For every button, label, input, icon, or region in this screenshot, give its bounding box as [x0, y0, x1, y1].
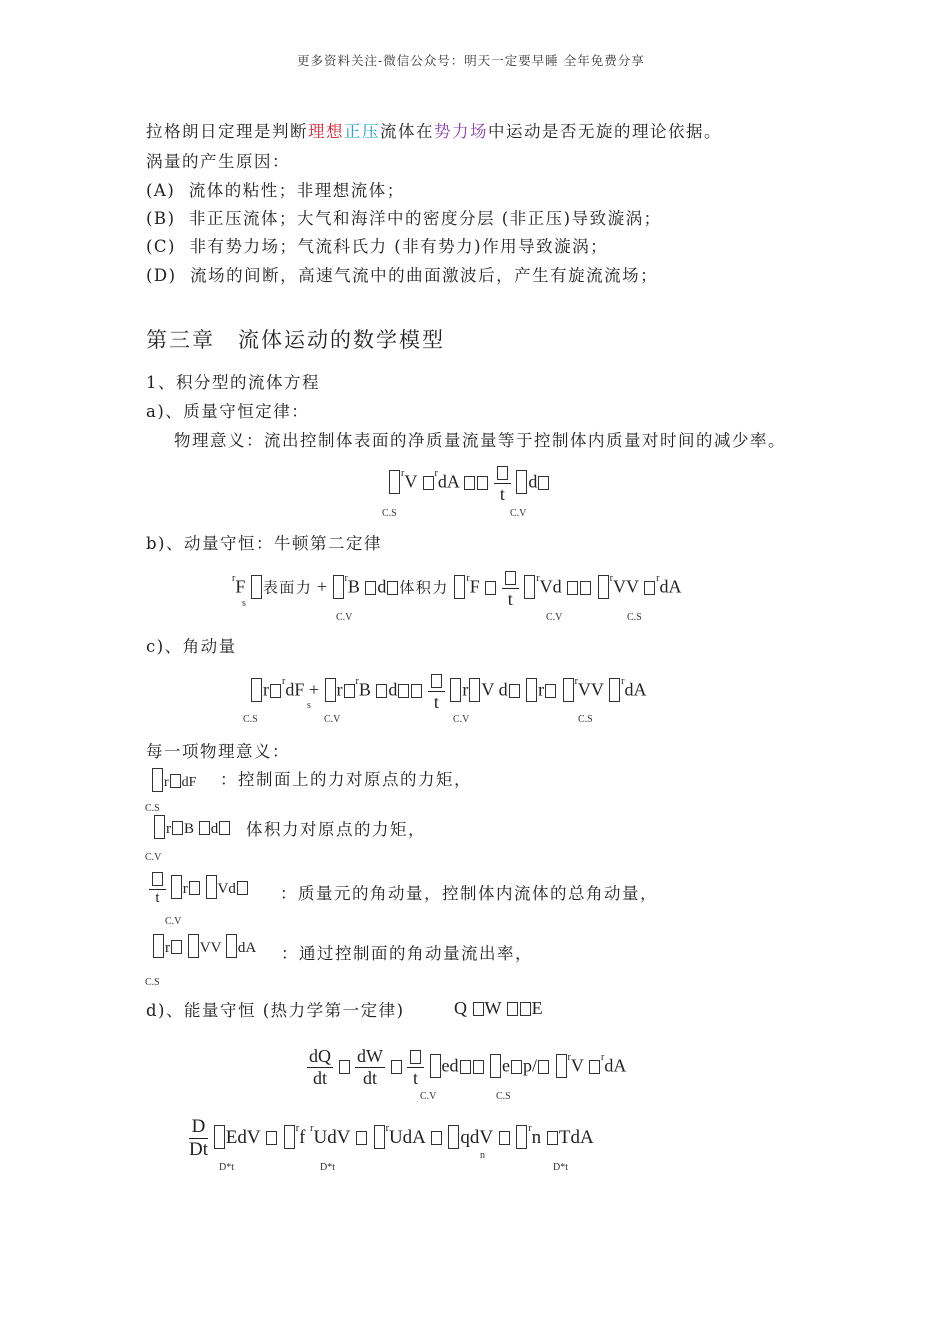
lagrange-text-post: 中运动是否无旋的理论依据。 — [488, 122, 722, 141]
page-header: 更多资料关注-微信公众号：明天一定要早睡 全年免费分享 — [297, 53, 645, 68]
term-1-meaning: ：控制面上的力对原点的力矩， — [220, 770, 472, 789]
equation-symbol: dA — [237, 940, 257, 956]
subscript-dt: D*t — [320, 1162, 335, 1173]
equation-glyph-box — [464, 476, 475, 490]
term-2-expression — [153, 815, 231, 839]
equation-glyph-box — [589, 1060, 600, 1074]
equation-glyph-box — [609, 678, 620, 702]
energy-material-equation — [189, 1116, 594, 1161]
equation-glyph-box — [226, 934, 237, 958]
section-c-title: c)、角动量 — [146, 637, 237, 656]
equation-symbol: dt — [312, 1068, 327, 1088]
subscript-cv: C.V — [546, 612, 563, 623]
subscript-cs: C.S — [578, 714, 593, 725]
equation-glyph-box — [556, 1054, 567, 1078]
equation-symbol: + — [308, 679, 320, 700]
equation-symbol: W — [484, 998, 502, 1018]
section-a-meaning: 物理意义：流出控制体表面的净质量流量等于控制体内质量对时间的减少率。 — [174, 431, 786, 450]
equation-symbol: TdA — [558, 1126, 594, 1148]
vector-mark: r — [601, 1051, 605, 1063]
cause-tag: (C) — [146, 237, 176, 256]
equation-glyph-box — [153, 934, 164, 958]
term-2-meaning: 体积力对原点的力矩， — [246, 820, 426, 839]
equation-glyph-box — [497, 466, 508, 480]
equation-glyph-box — [266, 1131, 277, 1145]
equation-symbol: E — [531, 998, 543, 1018]
equation-glyph-box — [485, 581, 496, 595]
equation-glyph-box — [499, 1131, 510, 1145]
equation-symbol: e — [502, 1055, 510, 1076]
cause-text: 非正压流体；大气和海洋中的密度分层 (非正压)导致漩涡； — [189, 209, 662, 228]
subscript-dt: D*t — [219, 1162, 234, 1173]
equation-glyph-box — [473, 1060, 484, 1074]
equation-glyph-box — [344, 684, 355, 698]
equation-glyph-box — [172, 821, 183, 835]
equation-glyph-box — [391, 1060, 402, 1074]
equation-glyph-box — [524, 575, 535, 599]
subscript-cv: C.V — [336, 612, 353, 623]
equation-symbol: UdV — [313, 1126, 351, 1148]
equation-symbol: V — [570, 1055, 584, 1076]
vector-mark: r — [466, 572, 470, 584]
equation-fraction — [189, 1116, 208, 1161]
highlight-potential-field: 势力场 — [434, 122, 488, 141]
equation-glyph-box — [538, 476, 549, 490]
label-surface-force: 表面力 — [262, 580, 313, 597]
equation-glyph-box — [188, 934, 199, 958]
equation-glyph-box — [644, 581, 655, 595]
subscript-cs: C.S — [382, 508, 397, 519]
vector-mark: r — [621, 675, 625, 687]
equation-glyph-box — [563, 678, 574, 702]
subscript-cs: C.S — [243, 714, 258, 725]
cause-tag: (A) — [146, 181, 176, 200]
equation-glyph-box — [567, 581, 578, 595]
equation-symbol: p — [523, 1055, 532, 1076]
subscript-cs: C.S — [496, 1091, 511, 1102]
equation-symbol: dA — [437, 471, 459, 492]
equation-glyph-box — [507, 1002, 518, 1016]
term-3-expression — [149, 872, 249, 907]
vector-mark: r — [232, 572, 236, 584]
subscript-cv: C.V — [510, 508, 527, 519]
subscript-cv: C.V — [420, 1091, 437, 1102]
vector-mark: r — [344, 572, 348, 584]
equation-glyph-box — [580, 581, 591, 595]
equation-symbol: d — [210, 821, 219, 837]
lagrange-text-pre: 拉格朗日定理是判断 — [146, 122, 308, 141]
equation-glyph-box — [398, 684, 409, 698]
equation-symbol: dt — [362, 1068, 377, 1088]
term-4-expression — [152, 934, 256, 958]
cause-item-d — [146, 262, 658, 286]
equation-symbol: d — [388, 679, 398, 700]
equation-glyph-box — [251, 575, 262, 599]
equation-glyph-box — [431, 674, 442, 688]
equation-glyph-box — [374, 1125, 385, 1149]
equation-glyph-box — [431, 1131, 442, 1145]
equation-symbol: qdV — [460, 1126, 493, 1148]
equation-glyph-box — [411, 684, 422, 698]
equation-fraction — [149, 872, 166, 907]
vortex-cause-title: 涡量的产生原因： — [146, 152, 290, 171]
equation-symbol: F — [469, 576, 480, 597]
equation-glyph-box — [154, 815, 165, 839]
equation-glyph-box — [171, 940, 182, 954]
equation-symbol: r — [182, 880, 188, 897]
equation-symbol: d — [498, 679, 508, 700]
equation-symbol: d — [377, 576, 387, 597]
cause-item-c — [146, 233, 608, 257]
equation-fraction — [355, 1046, 385, 1089]
equation-glyph-box — [365, 581, 376, 595]
cause-tag: (D) — [146, 266, 177, 285]
equation-glyph-box — [152, 768, 163, 792]
equation-symbol: r — [462, 679, 469, 700]
equation-symbol: Vd — [539, 576, 562, 597]
equation-glyph-box — [339, 1060, 350, 1074]
equation-glyph-box — [545, 684, 556, 698]
highlight-barotropic: 正压 — [344, 122, 380, 141]
equation-glyph-box — [511, 1060, 522, 1074]
equation-symbol: D — [189, 1116, 208, 1139]
chapter-title: 第三章 流体运动的数学模型 — [146, 328, 445, 352]
equation-fraction — [494, 462, 511, 505]
equation-glyph-box — [505, 571, 516, 585]
equation-symbol: VV — [612, 576, 639, 597]
equation-fraction — [307, 1046, 333, 1089]
equation-symbol: t — [507, 589, 513, 609]
equation-glyph-box — [152, 872, 163, 886]
cause-item-b — [146, 205, 662, 229]
equation-fraction — [428, 670, 445, 713]
equation-symbol: t — [412, 1068, 418, 1088]
equation-symbol: t — [155, 890, 160, 906]
equation-symbol: r — [164, 775, 169, 790]
equation-glyph-box — [509, 684, 520, 698]
equation-glyph-box — [214, 1125, 225, 1149]
lagrange-theorem-line — [146, 118, 722, 142]
equation-glyph-box — [526, 678, 537, 702]
equation-symbol: t — [499, 484, 505, 504]
equation-glyph-box — [387, 581, 398, 595]
subscript-cs: C.S — [145, 977, 160, 988]
equation-symbol: VV — [577, 679, 604, 700]
equation-symbol: f — [299, 1126, 306, 1148]
equation-symbol: V — [404, 471, 418, 492]
subscript-cv: C.V — [324, 714, 341, 725]
subscript-cs: C.S — [627, 612, 642, 623]
mass-conservation-equation — [388, 462, 550, 505]
vector-mark: r — [282, 675, 286, 687]
equation-symbol: F — [235, 576, 246, 597]
subscript-cv: C.V — [165, 916, 182, 927]
equation-symbol: r — [165, 940, 170, 956]
equation-symbol: r — [263, 679, 269, 700]
section-d-title: d)、能量守恒 (热力学第一定律) — [146, 1001, 405, 1020]
equation-glyph-box — [170, 774, 181, 788]
subscript-dt: D*t — [553, 1162, 568, 1173]
equation-symbol: dF — [285, 679, 305, 700]
equation-glyph-box — [333, 575, 344, 599]
subscript-cv: C.V — [453, 714, 470, 725]
equation-glyph-box — [430, 1054, 441, 1078]
equation-symbol: + — [316, 576, 328, 597]
first-law-short-equation — [454, 998, 543, 1019]
equation-glyph-box — [219, 821, 230, 835]
equation-glyph-box — [538, 1060, 549, 1074]
lagrange-text-mid: 流体在 — [380, 122, 434, 141]
vector-mark: r — [401, 467, 405, 479]
energy-integral-equation: $\frac{dQ}{dt}$ $\frac{dW}{dt}$ t ed e p/ $^r$V $^r$dA — [309, 1046, 627, 1088]
vector-mark: r — [434, 467, 438, 479]
cause-text: 流场的间断，高速气流中的曲面激波后，产生有旋流流场； — [190, 266, 659, 285]
equation-glyph-box — [520, 1002, 531, 1016]
vector-mark: r — [385, 1122, 389, 1134]
vector-mark: r — [310, 1122, 314, 1134]
vector-mark: r — [656, 572, 660, 584]
equation-glyph-box — [410, 1050, 421, 1064]
equation-symbol: VV — [199, 940, 222, 956]
equation-glyph-box — [598, 575, 609, 599]
equation-symbol: dA — [659, 576, 682, 597]
equation-symbol: B — [347, 576, 360, 597]
section-1-title: 1、积分型的流体方程 — [146, 373, 320, 392]
highlight-ideal: 理想 — [308, 122, 344, 141]
equation-symbol: n — [531, 1126, 542, 1148]
equation-glyph-box — [469, 678, 480, 702]
equation-symbol: ed — [441, 1055, 459, 1076]
equation-glyph-box — [477, 476, 488, 490]
equation-symbol: B — [358, 679, 371, 700]
equation-glyph-box — [325, 678, 336, 702]
vector-mark: r — [536, 572, 540, 584]
equation-symbol: dW — [357, 1046, 383, 1066]
equation-symbol: B — [184, 821, 195, 837]
equation-glyph-box — [206, 875, 217, 899]
equation-glyph-box — [389, 470, 400, 494]
vector-mark: r — [355, 675, 359, 687]
section-a-title: a)、质量守恒定律： — [146, 402, 310, 421]
equation-symbol: Dt — [189, 1139, 208, 1160]
equation-glyph-box — [547, 1131, 558, 1145]
vector-mark: r — [609, 572, 613, 584]
label-body-force: 体积力 — [399, 580, 449, 597]
equation-symbol: Q — [454, 998, 467, 1018]
subscript-s: s — [307, 700, 311, 711]
equation-glyph-box — [376, 684, 387, 698]
term-4-meaning: ：通过控制面的角动量流出率， — [281, 944, 533, 963]
cause-tag: (B) — [146, 209, 176, 228]
equation-glyph-box — [199, 821, 210, 835]
equation-symbol: d — [528, 471, 538, 492]
equation-symbol: EdV — [225, 1126, 261, 1148]
vector-mark: r — [567, 1051, 571, 1063]
equation-symbol: r — [166, 821, 171, 837]
equation-glyph-box — [448, 1125, 459, 1149]
equation-glyph-box — [516, 470, 527, 494]
equation-glyph-box — [423, 476, 434, 490]
equation-fraction — [407, 1046, 424, 1089]
subscript-cs: C.S — [145, 803, 160, 814]
equation-symbol: t — [433, 692, 439, 712]
equation-glyph-box — [171, 875, 182, 899]
equation-symbol: r — [336, 679, 343, 700]
subscript-s: s — [242, 598, 246, 609]
equation-glyph-box — [189, 881, 200, 895]
equation-glyph-box — [450, 678, 461, 702]
equation-symbol: dF — [181, 775, 197, 790]
vector-mark: r — [574, 675, 578, 687]
term-3-meaning: ：质量元的角动量，控制体内流体的总角动量， — [280, 884, 658, 903]
equation-glyph-box — [490, 1054, 501, 1078]
equation-glyph-box — [516, 1125, 527, 1149]
equation-glyph-box — [284, 1125, 295, 1149]
equation-glyph-box — [356, 1131, 367, 1145]
term-1-expression — [151, 768, 196, 792]
equation-symbol: d — [228, 880, 236, 897]
equation-glyph-box — [473, 1002, 484, 1016]
equation-symbol: UdA — [388, 1126, 425, 1148]
cause-text: 非有势力场；气流科氏力 (非有势力)作用导致漩涡； — [189, 237, 609, 256]
equation-symbol: V — [217, 880, 229, 897]
subscript-cv: C.V — [145, 852, 162, 863]
terms-meaning-title: 每一项物理意义： — [146, 742, 290, 761]
equation-glyph-box — [251, 678, 262, 702]
subscript-n: n — [480, 1150, 485, 1161]
equation-glyph-box — [454, 575, 465, 599]
momentum-equation — [232, 567, 681, 610]
equation-symbol: dQ — [309, 1046, 331, 1066]
vector-mark: r — [295, 1122, 300, 1134]
section-b-title: b)、动量守恒：牛顿第二定律 — [146, 534, 382, 553]
equation-symbol: dA — [604, 1055, 627, 1076]
cause-item-a — [146, 177, 405, 201]
equation-symbol: V — [481, 679, 495, 700]
vector-mark: r — [528, 1122, 532, 1134]
equation-fraction — [502, 567, 519, 610]
cause-text: 流体的粘性；非理想流体； — [188, 181, 405, 200]
equation-glyph-box — [460, 1060, 471, 1074]
equation-symbol: dA — [624, 679, 647, 700]
equation-glyph-box — [270, 684, 281, 698]
equation-symbol: r — [538, 679, 545, 700]
equation-glyph-box — [237, 881, 248, 895]
